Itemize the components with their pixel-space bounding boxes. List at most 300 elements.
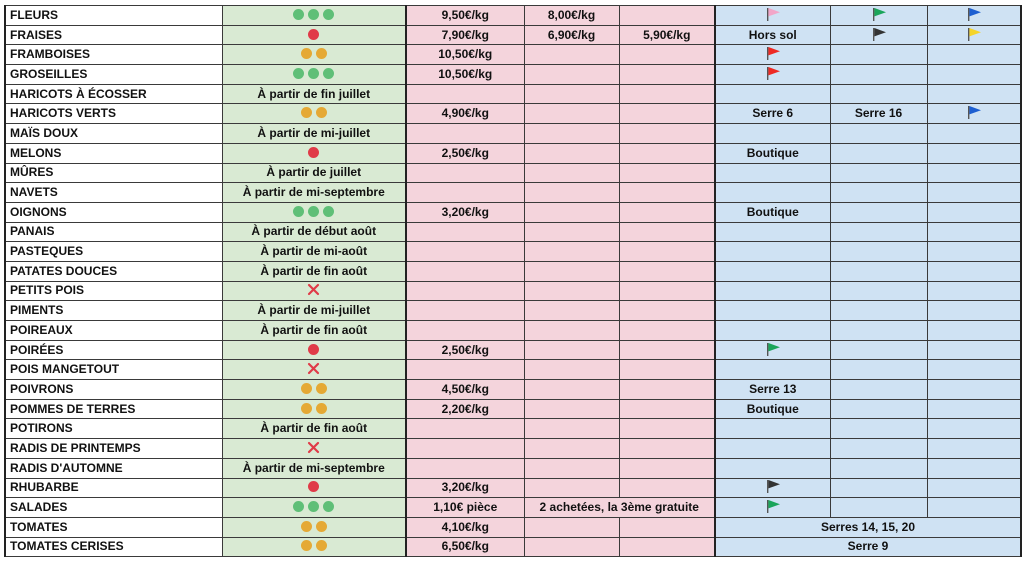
- price-cell: [619, 517, 715, 537]
- location-cell: [715, 360, 830, 380]
- availability-cell: [222, 84, 406, 104]
- product-name: RADIS DE PRINTEMPS: [5, 439, 222, 459]
- product-name: FRAISES: [5, 25, 222, 45]
- product-name: POIRÉES: [5, 340, 222, 360]
- location-cell: [715, 84, 830, 104]
- availability-cell: [222, 202, 406, 222]
- green-dot-icon: [293, 501, 304, 512]
- location-cell: [830, 261, 927, 281]
- location-cell: [927, 261, 1021, 281]
- price-cell: [406, 163, 524, 183]
- orange-dot-icon: [316, 383, 327, 394]
- table-row: [5, 419, 1021, 439]
- table-row: [5, 163, 1021, 183]
- availability-text: À partir de fin août: [260, 421, 368, 436]
- price-cell: [524, 84, 619, 104]
- price-cell: [524, 419, 619, 439]
- location-cell: [830, 6, 927, 26]
- product-name: HARICOTS À ÉCOSSER: [5, 84, 222, 104]
- price-cell: [619, 242, 715, 262]
- price-cell: [524, 399, 619, 419]
- location-cell: [830, 222, 927, 242]
- price-cell: [619, 6, 715, 26]
- location-cell: [927, 104, 1021, 124]
- availability-cell: [222, 537, 406, 557]
- availability-cell: [222, 498, 406, 518]
- red-dot-icon: [308, 481, 319, 492]
- price-cell: 6,90€/kg: [524, 25, 619, 45]
- location-cell: [830, 321, 927, 341]
- product-name: TOMATES: [5, 517, 222, 537]
- table-row: [5, 478, 1021, 498]
- table-row: [5, 458, 1021, 478]
- location-cell: [715, 222, 830, 242]
- location-cell: [715, 104, 830, 124]
- location-cell: [927, 399, 1021, 419]
- availability-cell: [222, 380, 406, 400]
- location-cell: [927, 301, 1021, 321]
- availability-cell: [222, 419, 406, 439]
- location-cell: [830, 84, 927, 104]
- availability-cell: [222, 45, 406, 65]
- price-cell: [619, 380, 715, 400]
- product-name: MÛRES: [5, 163, 222, 183]
- product-name: FLEURS: [5, 6, 222, 26]
- price-cell: [524, 124, 619, 144]
- green-dot-icon: [308, 501, 319, 512]
- location-cell: [715, 25, 830, 45]
- availability-text: À partir de fin août: [260, 322, 368, 337]
- location-cell: [830, 242, 927, 262]
- product-name: PATATES DOUCES: [5, 261, 222, 281]
- black-flag-icon: [871, 27, 887, 41]
- availability-cell: [222, 104, 406, 124]
- price-cell: [406, 360, 524, 380]
- price-cell: [406, 439, 524, 459]
- price-cell: 2,20€/kg: [406, 399, 524, 419]
- availability-cell: [222, 242, 406, 262]
- red-flag-icon: [765, 46, 781, 60]
- location-cell: [830, 45, 927, 65]
- red-dot-icon: [308, 147, 319, 158]
- price-cell: [524, 163, 619, 183]
- location-text: Boutique: [746, 204, 799, 219]
- location-cell: [830, 202, 927, 222]
- price-cell: [619, 222, 715, 242]
- orange-dot-icon: [316, 540, 327, 551]
- table-row: [5, 143, 1021, 163]
- price-cell: [524, 478, 619, 498]
- product-name: NAVETS: [5, 183, 222, 203]
- location-cell: [830, 163, 927, 183]
- orange-dot-icon: [301, 48, 312, 59]
- location-cell: Serres 14, 15, 20: [715, 517, 1021, 537]
- green-dot-icon: [293, 68, 304, 79]
- location-cell: [830, 360, 927, 380]
- price-cell: [619, 478, 715, 498]
- availability-cell: [222, 517, 406, 537]
- price-cell: 3,20€/kg: [406, 478, 524, 498]
- product-name: POMMES DE TERRES: [5, 399, 222, 419]
- table-row: [5, 242, 1021, 262]
- price-cell: [524, 340, 619, 360]
- yellow-flag-icon: [966, 27, 982, 41]
- product-name: SALADES: [5, 498, 222, 518]
- location-cell: [927, 143, 1021, 163]
- price-cell: [619, 458, 715, 478]
- price-cell: [619, 537, 715, 557]
- price-cell: 4,10€/kg: [406, 517, 524, 537]
- location-cell: [715, 301, 830, 321]
- orange-dot-icon: [316, 403, 327, 414]
- location-cell: [927, 84, 1021, 104]
- green-dot-icon: [308, 68, 319, 79]
- table-row: [5, 222, 1021, 242]
- green-dot-icon: [293, 206, 304, 217]
- price-cell: [619, 84, 715, 104]
- price-cell: 10,50€/kg: [406, 45, 524, 65]
- product-name: FRAMBOISES: [5, 45, 222, 65]
- price-cell: 1,10€ pièce: [406, 498, 524, 518]
- price-cell: [619, 45, 715, 65]
- location-cell: [830, 183, 927, 203]
- price-cell: [619, 104, 715, 124]
- availability-text: À partir de fin août: [260, 263, 368, 278]
- location-cell: [830, 124, 927, 144]
- table-row: [5, 183, 1021, 203]
- availability-cell: [222, 301, 406, 321]
- table-row: [5, 301, 1021, 321]
- product-name: RADIS D'AUTOMNE: [5, 458, 222, 478]
- price-cell: [524, 281, 619, 301]
- green-dot-icon: [323, 68, 334, 79]
- availability-cell: [222, 439, 406, 459]
- availability-text: À partir de mi-août: [260, 244, 368, 259]
- availability-cell: [222, 458, 406, 478]
- location-cell: [715, 261, 830, 281]
- location-cell: [927, 45, 1021, 65]
- location-cell: [830, 478, 927, 498]
- product-name: OIGNONS: [5, 202, 222, 222]
- location-cell: [927, 242, 1021, 262]
- product-name: POIVRONS: [5, 380, 222, 400]
- location-cell: [927, 340, 1021, 360]
- availability-cell: [222, 261, 406, 281]
- location-cell: [830, 498, 927, 518]
- location-cell: [715, 65, 830, 85]
- red-dot-icon: [308, 344, 319, 355]
- location-cell: [830, 143, 927, 163]
- location-cell: [830, 419, 927, 439]
- price-cell: [406, 84, 524, 104]
- location-cell: [830, 281, 927, 301]
- product-name: GROSEILLES: [5, 65, 222, 85]
- location-cell: [715, 124, 830, 144]
- location-cell: [927, 281, 1021, 301]
- location-cell: Serre 9: [715, 537, 1021, 557]
- product-name: HARICOTS VERTS: [5, 104, 222, 124]
- green-flag-icon: [765, 499, 781, 513]
- price-cell: [524, 517, 619, 537]
- availability-cell: [222, 163, 406, 183]
- orange-dot-icon: [301, 383, 312, 394]
- price-offer-cell: 2 achetées, la 3ème gratuite: [524, 498, 715, 518]
- location-cell: [830, 380, 927, 400]
- price-cell: [524, 360, 619, 380]
- price-cell: 3,20€/kg: [406, 202, 524, 222]
- location-cell: [830, 439, 927, 459]
- red-dot-icon: [308, 29, 319, 40]
- orange-dot-icon: [301, 521, 312, 532]
- location-cell: [927, 478, 1021, 498]
- green-dot-icon: [323, 9, 334, 20]
- location-cell: [715, 281, 830, 301]
- location-cell: [927, 439, 1021, 459]
- availability-cell: [222, 399, 406, 419]
- availability-cell: [222, 222, 406, 242]
- location-cell: [830, 25, 927, 45]
- location-cell: [715, 340, 830, 360]
- price-cell: 6,50€/kg: [406, 537, 524, 557]
- green-dot-icon: [308, 206, 319, 217]
- location-cell: [927, 6, 1021, 26]
- availability-cell: [222, 25, 406, 45]
- price-cell: [524, 439, 619, 459]
- orange-dot-icon: [301, 107, 312, 118]
- price-cell: [619, 321, 715, 341]
- black-flag-icon: [765, 479, 781, 493]
- price-cell: [619, 163, 715, 183]
- green-dot-icon: [323, 501, 334, 512]
- price-cell: 4,90€/kg: [406, 104, 524, 124]
- table-row: [5, 360, 1021, 380]
- table-row: [5, 399, 1021, 419]
- price-cell: [619, 439, 715, 459]
- product-name: PETITS POIS: [5, 281, 222, 301]
- price-cell: [524, 458, 619, 478]
- price-cell: [406, 124, 524, 144]
- price-cell: [619, 65, 715, 85]
- availability-cell: [222, 183, 406, 203]
- price-cell: [406, 183, 524, 203]
- location-cell: [715, 45, 830, 65]
- table-row: [5, 124, 1021, 144]
- price-cell: [619, 143, 715, 163]
- location-cell: [927, 498, 1021, 518]
- location-cell: [830, 104, 927, 124]
- location-cell: [830, 340, 927, 360]
- table-row: [5, 65, 1021, 85]
- location-text: Boutique: [746, 401, 799, 416]
- product-name: MELONS: [5, 143, 222, 163]
- product-name: PASTEQUES: [5, 242, 222, 262]
- price-cell: [524, 183, 619, 203]
- price-cell: 5,90€/kg: [619, 25, 715, 45]
- blue-flag-icon: [966, 105, 982, 119]
- price-cell: [619, 202, 715, 222]
- table-row: [5, 84, 1021, 104]
- table-row: [5, 321, 1021, 341]
- price-cell: [524, 104, 619, 124]
- orange-dot-icon: [316, 48, 327, 59]
- table-row: [5, 6, 1021, 26]
- location-text: Boutique: [746, 145, 799, 160]
- availability-text: À partir de juillet: [266, 165, 362, 180]
- table-row: [5, 261, 1021, 281]
- location-cell: [830, 301, 927, 321]
- location-cell: [927, 419, 1021, 439]
- price-cell: [524, 45, 619, 65]
- green-dot-icon: [293, 9, 304, 20]
- blue-flag-icon: [966, 7, 982, 21]
- location-cell: [715, 163, 830, 183]
- product-name: POTIRONS: [5, 419, 222, 439]
- location-cell: [715, 143, 830, 163]
- availability-cell: [222, 340, 406, 360]
- location-cell: [927, 202, 1021, 222]
- table-row: [5, 380, 1021, 400]
- price-cell: [619, 419, 715, 439]
- location-text: Serre 6: [752, 106, 794, 121]
- price-cell: 8,00€/kg: [524, 6, 619, 26]
- price-cell: [524, 380, 619, 400]
- price-cell: [406, 458, 524, 478]
- price-cell: [619, 399, 715, 419]
- green-dot-icon: [323, 206, 334, 217]
- price-cell: [619, 261, 715, 281]
- price-cell: [524, 261, 619, 281]
- availability-cell: [222, 6, 406, 26]
- availability-text: À partir de mi-juillet: [257, 125, 371, 140]
- price-cell: [524, 202, 619, 222]
- location-cell: [927, 360, 1021, 380]
- unavailable-cross-icon: [307, 283, 320, 296]
- orange-dot-icon: [316, 521, 327, 532]
- location-cell: [715, 439, 830, 459]
- location-text: Serre 13: [749, 381, 797, 396]
- price-cell: [406, 321, 524, 341]
- price-cell: [524, 242, 619, 262]
- location-cell: [927, 380, 1021, 400]
- price-cell: [406, 242, 524, 262]
- location-cell: [715, 242, 830, 262]
- green-flag-icon: [765, 342, 781, 356]
- price-cell: [406, 281, 524, 301]
- price-cell: [406, 261, 524, 281]
- location-cell: [715, 321, 830, 341]
- location-cell: [715, 498, 830, 518]
- availability-text: À partir de début août: [251, 224, 377, 239]
- availability-cell: [222, 321, 406, 341]
- location-cell: [927, 321, 1021, 341]
- location-cell: [715, 6, 830, 26]
- price-cell: 4,50€/kg: [406, 380, 524, 400]
- location-cell: [830, 399, 927, 419]
- green-flag-icon: [871, 7, 887, 21]
- product-name: PIMENTS: [5, 301, 222, 321]
- location-cell: [715, 419, 830, 439]
- location-cell: [715, 458, 830, 478]
- product-name: MAÏS DOUX: [5, 124, 222, 144]
- table-row: [5, 537, 1021, 557]
- price-cell: 2,50€/kg: [406, 143, 524, 163]
- pink-flag-icon: [765, 7, 781, 21]
- location-cell: [715, 380, 830, 400]
- location-cell: [927, 183, 1021, 203]
- location-cell: [830, 458, 927, 478]
- location-text: Hors sol: [748, 27, 797, 42]
- price-cell: 7,90€/kg: [406, 25, 524, 45]
- unavailable-cross-icon: [307, 441, 320, 454]
- table-row: [5, 281, 1021, 301]
- price-cell: [524, 301, 619, 321]
- table-row: [5, 104, 1021, 124]
- location-text: Serre 16: [854, 106, 903, 121]
- orange-dot-icon: [316, 107, 327, 118]
- table-row: [5, 202, 1021, 222]
- table-row: [5, 439, 1021, 459]
- price-cell: [524, 222, 619, 242]
- availability-cell: [222, 360, 406, 380]
- price-cell: [406, 301, 524, 321]
- location-cell: [927, 222, 1021, 242]
- price-cell: [406, 222, 524, 242]
- availability-cell: [222, 143, 406, 163]
- unavailable-cross-icon: [307, 362, 320, 375]
- availability-cell: [222, 124, 406, 144]
- table-row: [5, 45, 1021, 65]
- price-cell: [619, 340, 715, 360]
- table-row: [5, 498, 1021, 518]
- price-cell: [524, 321, 619, 341]
- orange-dot-icon: [301, 403, 312, 414]
- product-name: RHUBARBE: [5, 478, 222, 498]
- green-dot-icon: [308, 9, 319, 20]
- price-cell: [524, 65, 619, 85]
- product-name: POIREAUX: [5, 321, 222, 341]
- product-name: POIS MANGETOUT: [5, 360, 222, 380]
- availability-cell: [222, 478, 406, 498]
- product-name: TOMATES CERISES: [5, 537, 222, 557]
- availability-text: À partir de fin juillet: [257, 86, 371, 101]
- price-cell: [619, 301, 715, 321]
- location-cell: [715, 478, 830, 498]
- location-cell: [830, 65, 927, 85]
- location-cell: [927, 25, 1021, 45]
- price-cell: [524, 537, 619, 557]
- location-cell: [927, 124, 1021, 144]
- availability-cell: [222, 281, 406, 301]
- availability-text: À partir de mi-septembre: [242, 185, 385, 200]
- location-cell: [927, 458, 1021, 478]
- product-availability-table: [4, 5, 1022, 557]
- price-cell: [619, 281, 715, 301]
- price-cell: [619, 124, 715, 144]
- red-flag-icon: [765, 66, 781, 80]
- location-cell: [927, 65, 1021, 85]
- table-row: [5, 517, 1021, 537]
- availability-text: À partir de mi-juillet: [257, 303, 371, 318]
- price-cell: [406, 419, 524, 439]
- price-cell: [524, 143, 619, 163]
- price-cell: 2,50€/kg: [406, 340, 524, 360]
- price-cell: [619, 183, 715, 203]
- availability-cell: [222, 65, 406, 85]
- price-cell: 9,50€/kg: [406, 6, 524, 26]
- location-cell: [715, 202, 830, 222]
- orange-dot-icon: [301, 540, 312, 551]
- location-cell: [715, 399, 830, 419]
